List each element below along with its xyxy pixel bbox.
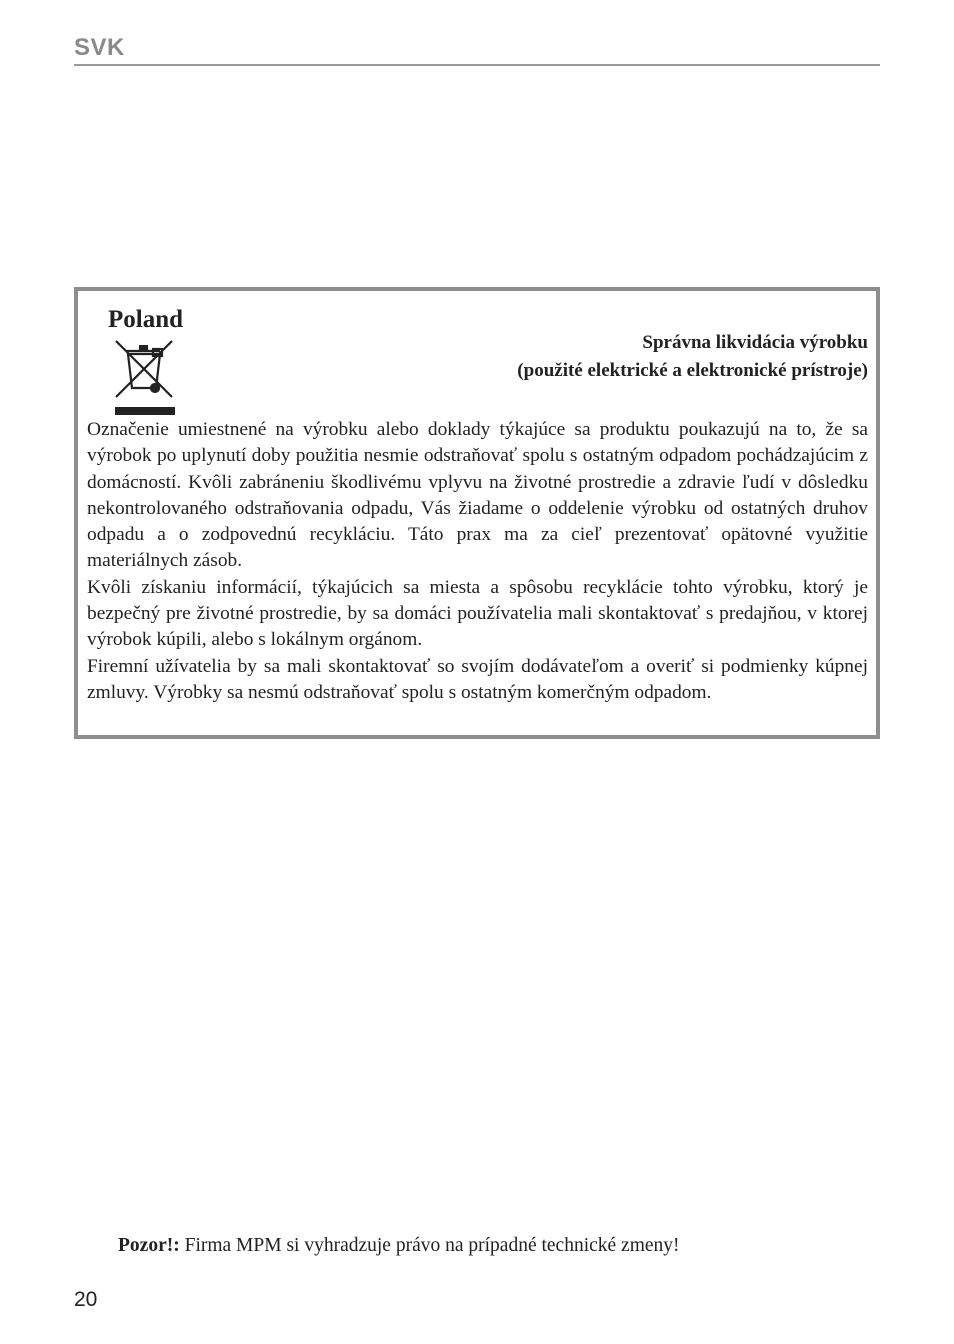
notice-label: Pozor!: <box>118 1235 180 1256</box>
header-rule <box>74 64 880 66</box>
paragraph: Kvôli získaniu informácií, týkajúcich sa miesta a spôsobu recyklácie tohto výrobku, ktorý je bezpečný pre životné prostredie, by sa domáci používatelia mali skontaktovať s predajňou, v ktorej výrobok kúpili, alebo s lokálnym orgánom. <box>87 576 868 651</box>
disposal-heading <box>517 329 868 385</box>
country-label: Poland <box>108 306 184 333</box>
disposal-heading-line2: (použité elektrické a elektronické prístroje) <box>517 360 868 381</box>
crossed-out-wheelie-bin-icon <box>112 337 176 417</box>
page-number: 20 <box>74 1288 98 1311</box>
language-code: SVK <box>74 34 125 61</box>
notice-text: Firma MPM si vyhradzuje právo na prípadné technické zmeny! <box>179 1235 680 1256</box>
technical-changes-notice <box>118 1235 680 1257</box>
paragraph: Označenie umiestnené na výrobku alebo doklady týkajúce sa produktu poukazujú na to, že sa výrobok po uplynutí doby použitia nesmie odstraňovať spolu s ostatným odpadom pochádzajúcim z domácností. Kvôli zabráneniu škodlivému vplyvu na životné prostredie a zdravie ľudí v dôsledku nekontrolovaného odstraňovania odpadu, Vás žiadame o oddelenie výrobku od ostatných druhov odpadu a o zodpovednú recykláciu. Táto prax ma za cieľ prezentovať opätovné využitie materiálnych zásob. <box>87 419 868 572</box>
disposal-info-box <box>74 287 880 739</box>
disposal-body <box>87 417 868 706</box>
paragraph: Firemní užívatelia by sa mali skontaktovať so svojím dodávateľom a overiť si podmienky kúpnej zmluvy. Výrobky sa nesmú odstraňovať spolu s ostatným komerčným odpadom. <box>87 655 868 703</box>
disposal-heading-line1: Správna likvidácia výrobku <box>642 332 868 353</box>
